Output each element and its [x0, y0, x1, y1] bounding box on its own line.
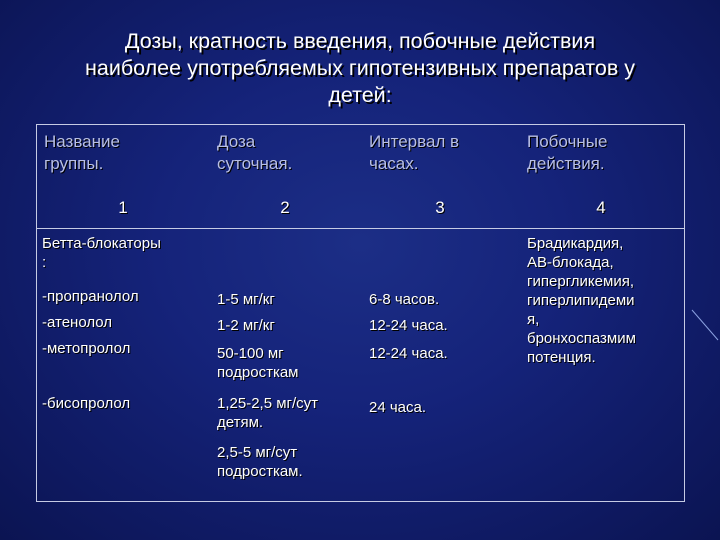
column-number-3: 3: [435, 198, 445, 217]
dose-metoprolol: [217, 344, 299, 382]
group-name: [42, 234, 161, 272]
dose-bisoprolol-children-line1: 1,25-2,5 мг/сут: [217, 395, 319, 412]
header-daily-dose-line1: Доза: [217, 132, 256, 151]
column-number-4: 4: [596, 198, 606, 217]
header-group-name-line2: группы.: [44, 154, 104, 173]
group-name-line2: :: [42, 254, 47, 271]
header-daily-dose: [217, 131, 292, 175]
slide-title: [40, 28, 680, 109]
slide-title-line-3: детей:: [328, 83, 392, 107]
dose-atenolol: 1-2 мг/кг: [217, 317, 275, 334]
header-group-name-line1: Название: [44, 132, 120, 151]
drug-name-propranolol: -пропранолол: [42, 288, 139, 305]
side-effect-line: Брадикардия,: [527, 235, 624, 252]
header-group-name: [44, 131, 120, 175]
dose-bisoprolol-teens-line2: подросткам.: [217, 463, 303, 480]
header-interval-line1: Интервал в: [369, 132, 460, 151]
table-header-divider: [36, 228, 685, 229]
dose-propranolol: 1-5 мг/кг: [217, 291, 275, 308]
dose-metoprolol-line2: подросткам: [217, 364, 299, 381]
side-effect-line: гиперлипидеми: [527, 292, 635, 309]
dose-bisoprolol-children: [217, 394, 318, 432]
interval-propranolol: 6-8 часов.: [369, 291, 440, 308]
interval-bisoprolol: 24 часа.: [369, 399, 427, 416]
decorative-diagonal-line: [690, 300, 720, 360]
dose-bisoprolol-teens: [217, 443, 303, 481]
column-number-2: 2: [280, 198, 290, 217]
column-number-1: 1: [118, 198, 128, 217]
dose-metoprolol-line1: 50-100 мг: [217, 345, 284, 362]
drug-name-metoprolol: -метопролол: [42, 340, 131, 357]
header-side-effects-line1: Побочные: [527, 132, 608, 151]
header-side-effects-line2: действия.: [527, 154, 605, 173]
header-daily-dose-line2: суточная.: [217, 154, 293, 173]
drug-name-bisoprolol: -бисопролол: [42, 395, 131, 412]
slide-title-line-2: наиболее употребляемых гипотензивных препаратов у: [85, 56, 635, 80]
dose-bisoprolol-teens-line1: 2,5-5 мг/сут: [217, 444, 298, 461]
side-effect-line: АВ-блокада,: [527, 254, 614, 271]
header-interval-line2: часах.: [369, 154, 419, 173]
side-effects-list: [527, 234, 636, 367]
slide-title-line-1: Дозы, кратность введения, побочные действия: [124, 29, 596, 53]
interval-atenolol: 12-24 часа.: [369, 317, 448, 334]
group-name-line1: Бетта-блокаторы: [42, 235, 161, 252]
drug-name-atenolol: -атенолол: [42, 314, 113, 331]
side-effect-line: бронхоспазмим: [527, 330, 636, 347]
header-interval: [369, 131, 459, 175]
header-side-effects: [527, 131, 607, 175]
side-effect-line: потенция.: [527, 349, 596, 366]
interval-metoprolol: 12-24 часа.: [369, 345, 448, 362]
side-effect-line: я,: [527, 311, 540, 328]
side-effect-line: гипергликемия,: [527, 273, 634, 290]
dose-bisoprolol-children-line2: детям.: [217, 414, 264, 431]
